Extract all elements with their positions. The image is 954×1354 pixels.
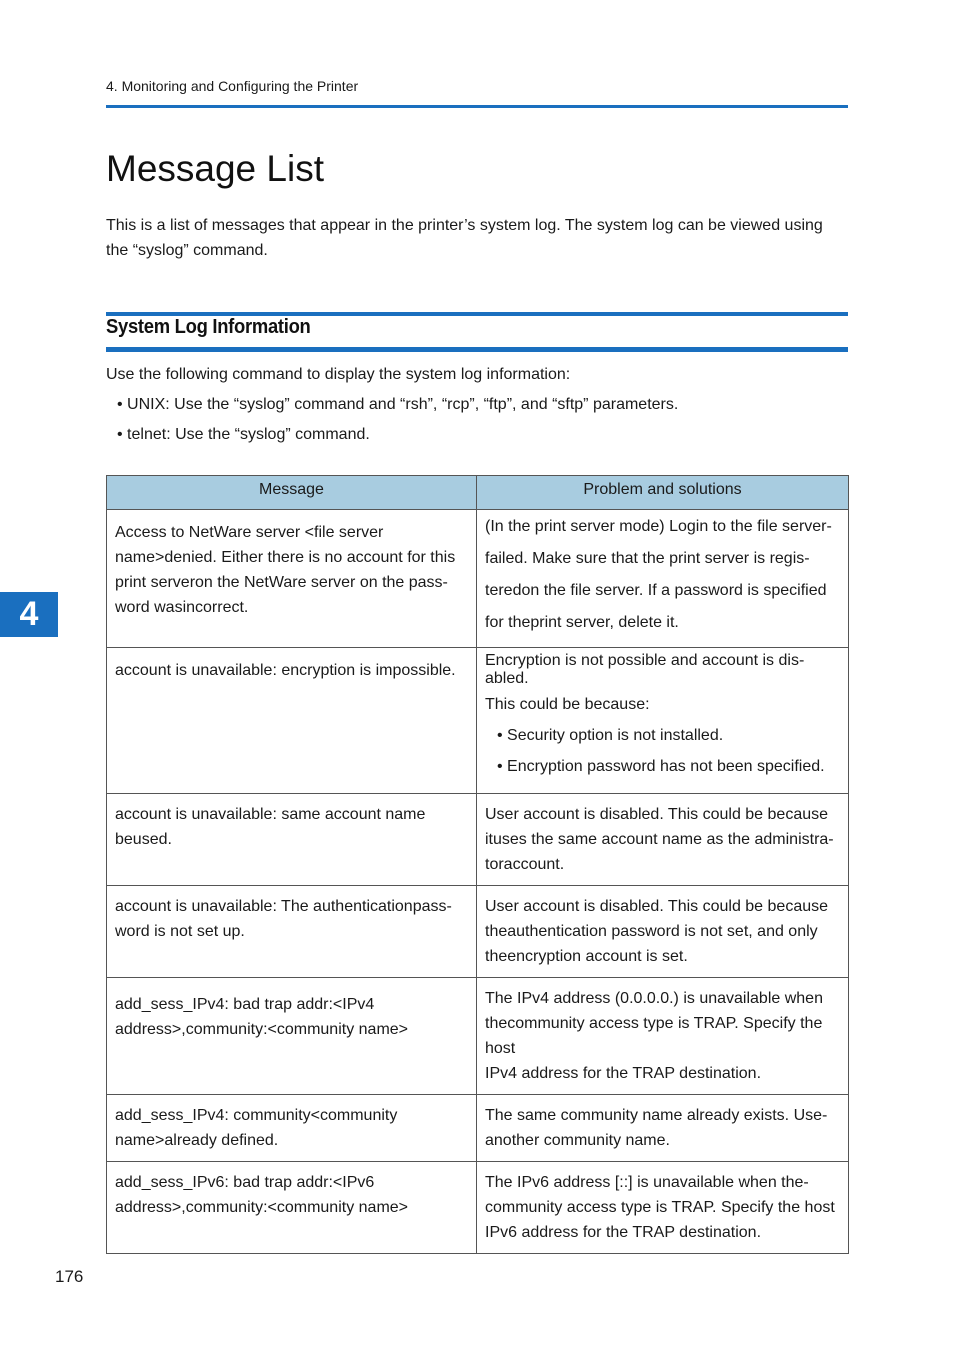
- list-item: • Encryption password has not been specified.: [497, 754, 840, 779]
- section-heading: System Log Information: [106, 316, 311, 338]
- message-text: add_sess_IPv4: bad trap addr:<IPv4 address>,community:<community name>: [115, 996, 409, 1038]
- solution-text: User account is disabled. This could be because theauthentication password is not set, and only theencryption account is set.: [485, 898, 829, 965]
- solution-text: Encryption is not possible and account is dis-abled.: [485, 652, 805, 687]
- column-header-solution: Problem and solutions: [477, 476, 849, 510]
- solution-text-line2: This could be because:: [485, 696, 650, 713]
- list-item: • telnet: Use the “syslog” command.: [117, 425, 678, 455]
- solution-cell: [477, 978, 849, 1095]
- solution-cell: [477, 648, 849, 794]
- table-row: [107, 1095, 849, 1162]
- solution-cell: [477, 794, 849, 886]
- running-header: 4. Monitoring and Configuring the Printer: [106, 78, 359, 94]
- table-row: [107, 648, 849, 794]
- solution-text: The same community name already exists. Use-another community name.: [485, 1107, 828, 1149]
- solution-text: (In the print server mode) Login to the file server-failed. Make sure that the print server is regis-teredon the file server. If a password is specified for theprint server, delete it.: [485, 518, 832, 631]
- solution-cell: [477, 1162, 849, 1254]
- solution-text: User account is disabled. This could be because ituses the same account name as the administra-toraccount.: [485, 806, 834, 873]
- list-item: • Security option is not installed.: [497, 723, 840, 748]
- solution-cell: [477, 886, 849, 978]
- table-header-row: [107, 476, 849, 510]
- cause-list: [485, 723, 840, 779]
- page-intro: This is a list of messages that appear in the printer’s system log. The system log can be viewed using the “syslog” command.: [106, 217, 823, 259]
- message-text: Access to NetWare server <file server name>denied. Either there is no account for this print serveron the NetWare server on the pass-word wasincorrect.: [115, 524, 456, 616]
- table-row: [107, 794, 849, 886]
- table-row: [107, 1162, 849, 1254]
- message-cell: [107, 886, 477, 978]
- message-text: account is unavailable: encryption is impossible.: [115, 662, 456, 679]
- message-cell: [107, 510, 477, 648]
- table-row: [107, 510, 849, 648]
- section-intro: Use the following command to display the system log information:: [106, 366, 571, 383]
- column-header-message: Message: [107, 476, 477, 510]
- header-rule: [106, 105, 848, 108]
- table-row: [107, 886, 849, 978]
- solution-cell: [477, 1095, 849, 1162]
- message-text: add_sess_IPv4: community<community name>already defined.: [115, 1107, 398, 1149]
- table-row: [107, 978, 849, 1095]
- solution-cell: [477, 510, 849, 648]
- message-cell: [107, 794, 477, 886]
- message-text: account is unavailable: same account name beused.: [115, 806, 426, 848]
- section-bottom-rule: [106, 347, 848, 352]
- page-title: Message List: [106, 148, 324, 189]
- solution-text: The IPv4 address (0.0.0.0.) is unavailable when thecommunity access type is TRAP. Specify the host: [485, 990, 823, 1057]
- solution-text-line2: IPv4 address for the TRAP destination.: [485, 1065, 762, 1082]
- message-text: add_sess_IPv6: bad trap addr:<IPv6 address>,community:<community name>: [115, 1174, 409, 1216]
- command-list: [117, 395, 678, 455]
- message-cell: [107, 1162, 477, 1254]
- message-cell: [107, 978, 477, 1095]
- chapter-tab: 4: [0, 592, 58, 637]
- list-item: • UNIX: Use the “syslog” command and “rsh”, “rcp”, “ftp”, and “sftp” parameters.: [117, 395, 678, 425]
- page-number: 176: [55, 1267, 84, 1286]
- message-text: account is unavailable: The authenticationpass-word is not set up.: [115, 898, 452, 940]
- message-cell: [107, 1095, 477, 1162]
- message-cell: [107, 648, 477, 794]
- solution-text: The IPv6 address [::] is unavailable when the-community access type is TRAP. Specify the host IPv6 address for the TRAP destination.: [485, 1174, 835, 1241]
- message-table: [106, 475, 849, 1254]
